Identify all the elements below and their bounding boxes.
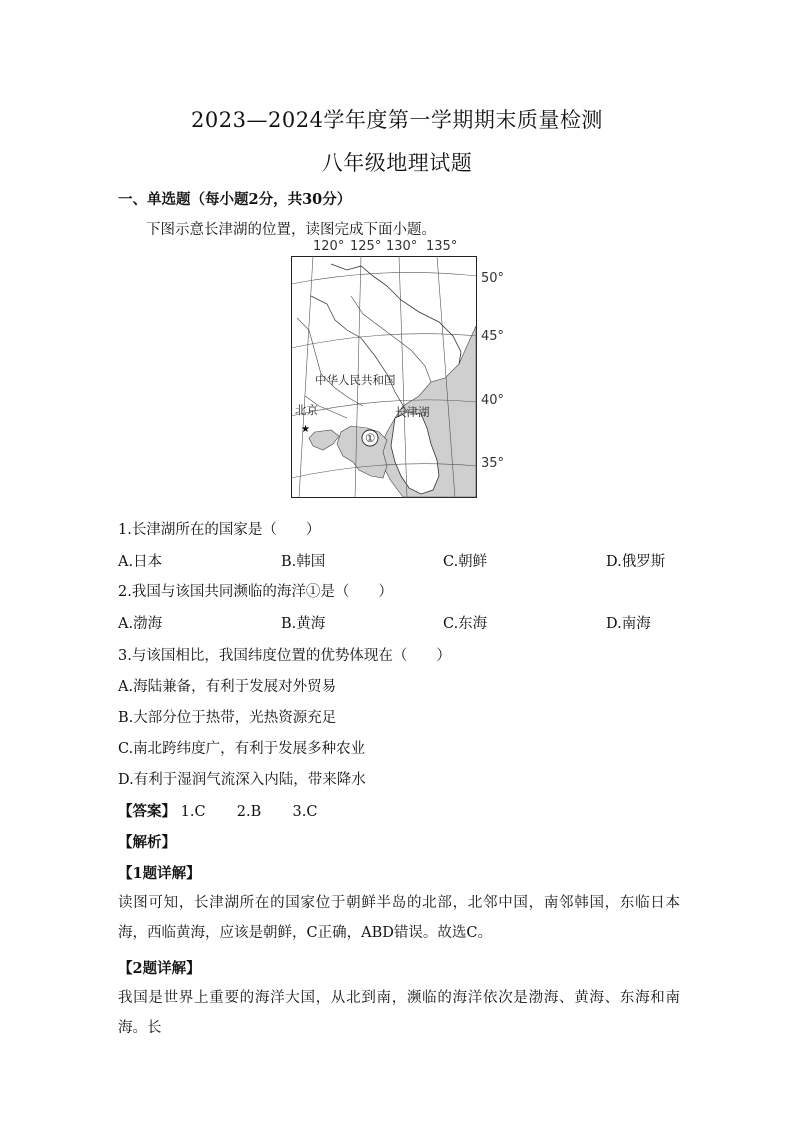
- lon-label-135: 135°: [426, 239, 458, 254]
- lon-label-125: 125°: [350, 239, 382, 254]
- sea-marker: ①: [365, 431, 376, 445]
- q2-detail-label: 【2题详解】: [118, 960, 201, 977]
- q1-option-d: D.俄罗斯: [606, 554, 666, 570]
- lake-label: 长津湖: [395, 405, 430, 419]
- q2-option-c: C.东海: [443, 616, 488, 632]
- q1-option-a: A.日本: [118, 554, 163, 570]
- q2-detail-text: 我国是世界上重要的海洋大国，从北到南，濒临的海洋依次是渤海、黄海、东海和南海。长: [118, 990, 680, 1036]
- q1-detail-label: 【1题详解】: [118, 865, 201, 882]
- q3-option-a: A.海陆兼备，有利于发展对外贸易: [118, 679, 337, 695]
- lon-label-130: 130°: [386, 239, 418, 254]
- country-label: 中华人民共和国: [315, 373, 396, 387]
- question-3-stem: 3.与该国相比，我国纬度位置的优势体现在（ ）: [118, 648, 451, 664]
- lat-label-50: 50°: [481, 271, 505, 286]
- lat-label-45: 45°: [481, 329, 505, 344]
- capital-label: 北京: [295, 403, 318, 417]
- lon-label-120: 120°: [313, 239, 345, 254]
- answer-row: [118, 800, 317, 821]
- question-2-stem: 2.我国与该国共同濒临的海洋①是（ ）: [118, 584, 393, 600]
- answer-label: 【答案】: [118, 803, 176, 820]
- q1-option-b: B.韩国: [281, 554, 326, 570]
- location-map: [291, 256, 477, 498]
- answer-1: 1.C: [180, 804, 206, 820]
- exam-title: 2023—2024学年度第一学期期末质量检测: [191, 108, 603, 132]
- q2-option-d: D.南海: [606, 616, 651, 632]
- q2-option-a: A.渤海: [118, 616, 163, 632]
- answer-3: 3.C: [292, 804, 318, 820]
- question-1-stem: 1.长津湖所在的国家是（ ）: [118, 522, 321, 538]
- section-intro: 下图示意长津湖的位置，读图完成下面小题。: [146, 222, 436, 238]
- q3-option-b: B.大部分位于热带，光热资源充足: [118, 710, 337, 726]
- lat-label-35: 35°: [481, 456, 505, 471]
- lat-label-40: 40°: [481, 393, 505, 408]
- capital-star-icon: ★: [301, 424, 310, 435]
- analysis-label: 【解析】: [118, 834, 176, 851]
- section-heading: 一、单选题（每小题2分，共30分）: [118, 191, 352, 208]
- answer-2: 2.B: [236, 804, 262, 820]
- q1-detail-text: 读图可知，长津湖所在的国家位于朝鲜半岛的北部，北邻中国，南邻韩国，东临日本海，西临黄海，应该是朝鲜，C正确，ABD错误。故选C。: [118, 895, 680, 941]
- q3-option-c: C.南北跨纬度广，有利于发展多种农业: [118, 741, 366, 757]
- q3-option-d: D.有利于湿润气流深入内陆，带来降水: [118, 772, 366, 788]
- q2-option-b: B.黄海: [281, 616, 326, 632]
- exam-subtitle: 八年级地理试题: [321, 151, 473, 175]
- q1-option-c: C.朝鲜: [443, 554, 488, 570]
